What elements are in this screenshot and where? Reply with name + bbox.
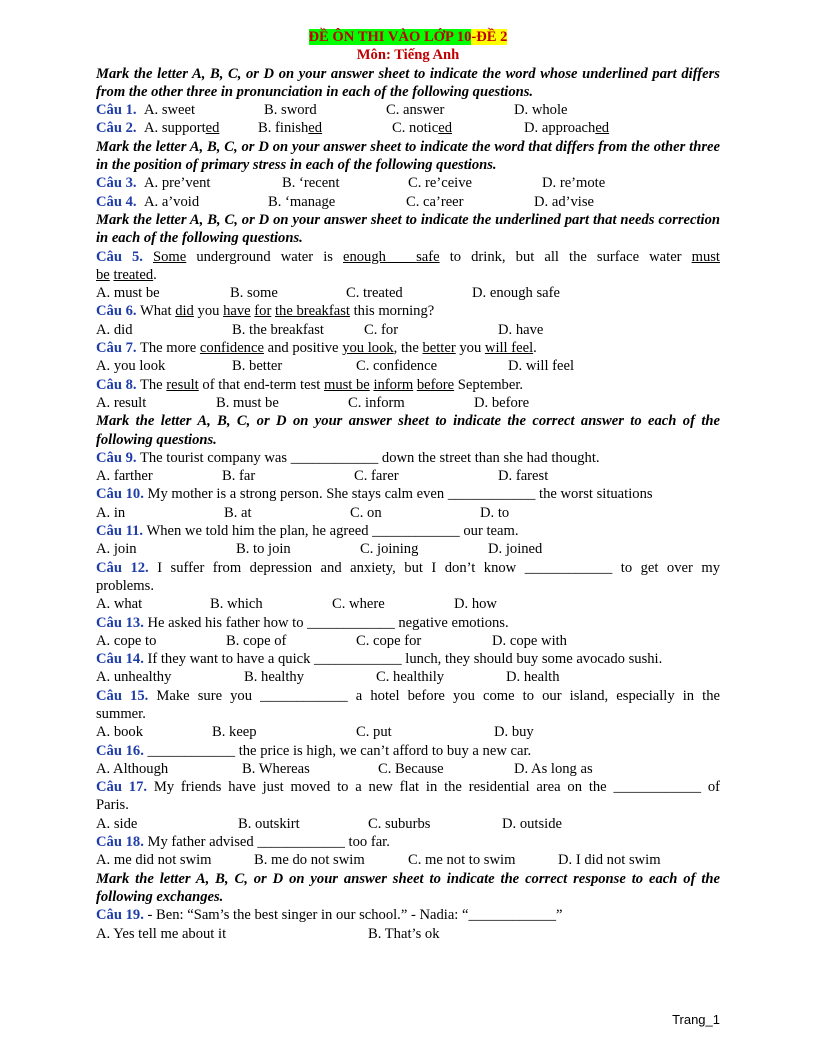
option-d: D. how	[454, 596, 497, 613]
question-number: Câu 8.	[96, 376, 137, 393]
question-19	[96, 906, 720, 924]
option-d: D. re’mote	[542, 175, 606, 192]
underlined-inform: inform	[373, 376, 414, 393]
page-number: Trang_1	[672, 1012, 720, 1027]
instruction-correction: Mark the letter A, B, C, or D on your answer sheet to indicate the underlined part that needs correction in each of the following questions.	[96, 211, 720, 247]
option-b: B. at	[224, 504, 252, 521]
question-13-options	[96, 632, 720, 650]
question-text: - Ben: “Sam’s the best singer in our school.” - Nadia: “____________”	[147, 907, 563, 924]
option-a	[144, 119, 219, 137]
underlined-must-be: must be	[323, 376, 370, 393]
question-7	[96, 339, 720, 357]
option-a: A. sweet	[144, 102, 196, 119]
text: surface	[596, 248, 640, 265]
question-5-line1	[96, 248, 720, 266]
underlined-before: before	[416, 376, 455, 393]
text: water	[280, 248, 314, 265]
question-number: Câu 4.	[96, 193, 137, 210]
option-c: C. healthily	[376, 669, 445, 686]
text: the	[569, 248, 587, 265]
option-a: A. cope to	[96, 632, 157, 649]
question-11	[96, 522, 720, 540]
text: The more	[139, 340, 197, 357]
option-d: D. buy	[494, 724, 534, 741]
option-a: A. result	[96, 394, 147, 411]
option-d-text: D. approach	[524, 120, 596, 137]
underlined-some: Some	[153, 248, 187, 265]
option-c: C. for	[364, 321, 399, 338]
question-5-options	[96, 284, 720, 302]
text: The	[139, 376, 163, 393]
option-a: A. farther	[96, 468, 153, 485]
question-text: ____________ the price is high, we can’t afford to buy a new car.	[147, 742, 532, 759]
option-a: A. what	[96, 596, 143, 613]
underlined-must: must	[691, 248, 720, 265]
option-d: D. before	[474, 394, 530, 411]
option-d: D. ad’vise	[534, 193, 594, 210]
text: of that end-term test	[202, 376, 321, 393]
underlined-treated: treated	[113, 266, 154, 283]
instruction-response: Mark the letter A, B, C, or D on your answer sheet to indicate the correct response to each of the following exchanges.	[96, 870, 720, 905]
question-text: When we told him the plan, he agreed ____________ our team.	[146, 523, 519, 540]
underlined-be: be	[96, 266, 110, 283]
option-d: D. health	[506, 669, 560, 686]
question-number: Câu 14.	[96, 651, 144, 668]
instruction-correct-answer: Mark the letter A, B, C, or D on your answer sheet to indicate the correct answer to each of the following questions.	[96, 413, 720, 448]
option-c: C. inform	[348, 394, 405, 411]
underlined-will-feel: will feel	[484, 340, 534, 357]
option-b: B. me do not swim	[254, 852, 365, 869]
question-15-options	[96, 723, 720, 741]
title-part2: -ĐỀ 2	[471, 29, 508, 45]
text: September.	[457, 376, 524, 393]
question-number: Câu 9.	[96, 449, 137, 466]
text: you	[459, 340, 482, 357]
option-b-underline: ed	[308, 120, 323, 137]
question-11-options	[96, 540, 720, 558]
option-b: B. healthy	[244, 669, 304, 686]
option-c: C. treated	[346, 285, 403, 302]
underlined-result: result	[166, 376, 199, 393]
text: you	[197, 303, 220, 320]
option-b: B. far	[222, 468, 256, 485]
question-number: Câu 12.	[96, 559, 149, 576]
question-text: My father advised ____________ too far.	[147, 834, 390, 851]
question-12-options	[96, 595, 720, 613]
option-d: D. whole	[514, 102, 568, 119]
question-number: Câu 17.	[96, 779, 148, 796]
underlined-enough-safe	[343, 249, 440, 265]
option-c: C. ca’reer	[406, 193, 464, 210]
question-8-options	[96, 394, 720, 412]
option-b: B. cope of	[226, 632, 287, 649]
text: this morning?	[353, 303, 435, 320]
question-6-options	[96, 321, 720, 339]
question-17-line2: Paris.	[96, 797, 129, 814]
question-5-line2	[96, 266, 720, 284]
text: , the	[393, 340, 419, 357]
option-d: D. farest	[498, 468, 549, 485]
question-9	[96, 449, 720, 467]
option-a-text: A. support	[144, 120, 206, 137]
question-15-line2: summer.	[96, 705, 146, 722]
question-number: Câu 15.	[96, 687, 149, 704]
text: .	[153, 266, 157, 283]
underlined-breakfast: the breakfast	[274, 303, 350, 320]
option-a: A. you look	[96, 358, 166, 375]
question-text: He asked his father how to ____________ negative emotions.	[147, 614, 509, 631]
option-a: A. side	[96, 815, 138, 832]
text: .	[533, 340, 537, 357]
option-b: B. keep	[212, 724, 257, 741]
option-c: C. answer	[386, 102, 445, 119]
option-a: A. must be	[96, 285, 160, 302]
question-14	[96, 650, 720, 668]
title-part1: ĐỀ ÔN THI VÀO LỚP 10	[308, 29, 472, 45]
option-b: B. to join	[236, 541, 291, 558]
underlined-have: have	[223, 303, 251, 320]
option-a: A. join	[96, 541, 137, 558]
exam-page	[96, 28, 720, 943]
question-7-options	[96, 357, 720, 375]
option-a: A. me did not swim	[96, 852, 212, 869]
option-b	[258, 119, 322, 137]
question-number: Câu 13.	[96, 614, 144, 631]
option-d: D. joined	[488, 541, 543, 558]
option-c: C. suburbs	[368, 815, 431, 832]
question-18-options	[96, 851, 720, 869]
text: enough	[342, 248, 386, 265]
underlined-you-look: you look	[342, 340, 394, 357]
text: water	[649, 248, 682, 265]
question-number: Câu 18.	[96, 834, 144, 851]
underlined-for: for	[254, 303, 272, 320]
option-d: D. outside	[502, 815, 562, 832]
question-17-line1	[96, 778, 720, 796]
text: safe	[416, 248, 440, 265]
option-a: A. pre’vent	[144, 175, 211, 192]
text: underground	[196, 248, 271, 265]
option-c: C. farer	[354, 468, 399, 485]
question-12-line1	[96, 559, 720, 577]
option-c: C. me not to swim	[408, 852, 516, 869]
question-number: Câu 2.	[96, 120, 137, 137]
option-c: C. on	[350, 504, 382, 521]
option-b: B. That’s ok	[368, 925, 440, 942]
question-16-options	[96, 760, 720, 778]
question-text: If they want to have a quick ____________ lunch, they should buy some avocado sushi.	[147, 651, 663, 668]
option-c: C. re’ceive	[408, 175, 473, 192]
question-number: Câu 11.	[96, 523, 144, 540]
option-b: B. must be	[216, 394, 279, 411]
option-d: D. As long as	[514, 760, 593, 777]
option-b: B. ‘recent	[282, 175, 340, 192]
option-a: A. Although	[96, 760, 169, 777]
text: all	[544, 248, 559, 265]
option-d: D. will feel	[508, 358, 575, 375]
question-2	[96, 119, 720, 137]
option-b: B. outskirt	[238, 815, 300, 832]
question-number: Câu 1.	[96, 102, 137, 119]
option-c: C. Because	[378, 760, 444, 777]
question-14-options	[96, 668, 720, 686]
option-d: D. enough safe	[472, 285, 560, 302]
option-b: B. Whereas	[242, 760, 310, 777]
question-17-options	[96, 815, 720, 833]
exam-title	[96, 28, 720, 46]
option-b: B. some	[230, 285, 278, 302]
option-a: A. a’void	[144, 193, 200, 210]
question-4	[96, 193, 720, 211]
question-10-options	[96, 504, 720, 522]
option-c	[392, 119, 452, 137]
question-number: Câu 3.	[96, 175, 137, 192]
option-c-text: C. notic	[392, 120, 439, 137]
question-1	[96, 101, 720, 119]
question-text: I suffer from depression and anxiety, but I don’t know ____________ to get over my	[157, 559, 720, 576]
option-d: D. to	[480, 504, 510, 521]
option-d: D. I did not swim	[558, 852, 661, 869]
question-13	[96, 614, 720, 632]
underlined-did: did	[175, 303, 194, 320]
option-b: B. the breakfast	[232, 321, 324, 338]
question-3	[96, 174, 720, 192]
question-6	[96, 302, 720, 320]
option-b: B. better	[232, 358, 283, 375]
question-16	[96, 742, 720, 760]
option-d: D. cope with	[492, 632, 567, 649]
option-a: A. book	[96, 724, 144, 741]
instruction-pronunciation: Mark the letter A, B, C, or D on your answer sheet to indicate the word whose underlined part differs from the other three in pronunciation in each of the following questions.	[96, 65, 720, 100]
text: drink,	[471, 248, 506, 265]
option-a-underline: ed	[205, 120, 220, 137]
text: but	[515, 248, 535, 265]
option-a: A. Yes tell me about it	[96, 925, 227, 942]
option-d	[524, 119, 609, 137]
question-number: Câu 6.	[96, 303, 137, 320]
underlined-confidence: confidence	[199, 340, 264, 357]
option-d-underline: ed	[595, 120, 610, 137]
question-number: Câu 10.	[96, 486, 144, 503]
question-9-options	[96, 467, 720, 485]
text: What	[139, 303, 172, 320]
question-15-line1	[96, 687, 720, 705]
question-number: Câu 7.	[96, 340, 137, 357]
option-c: C. cope for	[356, 632, 422, 649]
option-c: C. where	[332, 596, 385, 613]
option-a: A. in	[96, 504, 126, 521]
underlined-better: better	[422, 340, 456, 357]
option-a: A. did	[96, 321, 133, 338]
option-b: B. ‘manage	[268, 193, 336, 210]
question-10	[96, 485, 720, 503]
option-c-underline: ed	[438, 120, 452, 137]
exam-subtitle: Môn: Tiếng Anh	[356, 47, 460, 64]
option-a: A. unhealthy	[96, 669, 172, 686]
question-text: My friends have just moved to a new flat in the residential area on the ____________ of	[153, 779, 721, 796]
text: to	[449, 248, 462, 265]
question-19-options	[96, 925, 720, 943]
question-8	[96, 376, 720, 394]
option-b: B. which	[210, 596, 263, 613]
option-c: C. joining	[360, 541, 419, 558]
question-text: Make sure you ____________ a hotel before you come to our island, especially in the	[156, 687, 721, 704]
option-d: D. have	[498, 321, 544, 338]
question-18	[96, 833, 720, 851]
question-number: Câu 5.	[96, 248, 143, 265]
question-text: The tourist company was ____________ down the street than she had thought.	[139, 449, 600, 466]
question-number: Câu 16.	[96, 742, 144, 759]
question-text: My mother is a strong person. She stays calm even ____________ the worst situations	[147, 486, 653, 503]
text: is	[323, 248, 333, 265]
question-12-line2: problems.	[96, 577, 154, 594]
option-b: B. sword	[264, 102, 317, 119]
text: and positive	[267, 340, 339, 357]
instruction-stress: Mark the letter A, B, C, or D on your answer sheet to indicate the word that differs from the other three in the position of primary stress in each of the following questions.	[96, 138, 720, 174]
option-c: C. confidence	[356, 358, 438, 375]
option-c: C. put	[356, 724, 392, 741]
option-b-text: B. finish	[258, 120, 309, 137]
question-number: Câu 19.	[96, 907, 144, 924]
